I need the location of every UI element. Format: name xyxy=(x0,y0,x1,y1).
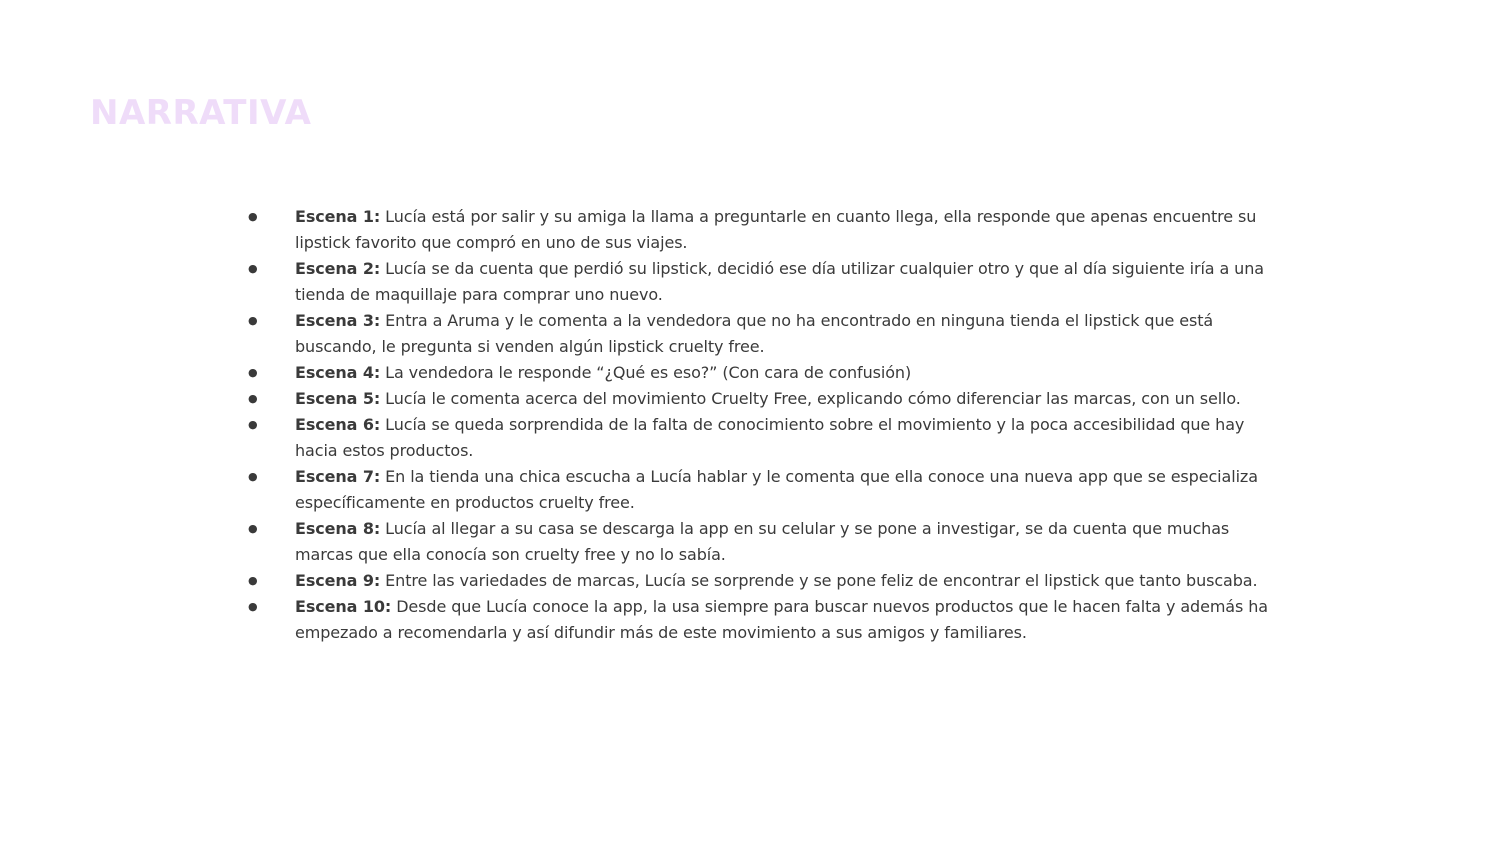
scene-label: Escena 8: xyxy=(295,519,381,538)
scene-text: Lucía le comenta acerca del movimiento Cruelty Free, explicando cómo diferenciar las marcas, con un sello. xyxy=(380,389,1241,408)
scene-item xyxy=(248,360,1288,386)
scene-item xyxy=(248,412,1288,464)
scene-text: Desde que Lucía conoce la app, la usa siempre para buscar nuevos productos que le hacen falta y además ha empezado a recomendarla y así difundir más de este movimiento a sus amigos y familiares. xyxy=(295,597,1268,642)
scene-text: La vendedora le responde “¿Qué es eso?” (Con cara de confusión) xyxy=(380,363,912,382)
bullet-icon: ● xyxy=(248,314,258,327)
scene-label: Escena 10: xyxy=(295,597,392,616)
scene-item xyxy=(248,204,1288,256)
scene-item xyxy=(248,568,1288,594)
scene-item xyxy=(248,464,1288,516)
scene-item xyxy=(248,594,1288,646)
scene-label: Escena 1: xyxy=(295,207,381,226)
bullet-icon: ● xyxy=(248,262,258,275)
slide-title: NARRATIVA xyxy=(90,93,312,133)
bullet-icon: ● xyxy=(248,522,258,535)
bullet-icon: ● xyxy=(248,366,258,379)
scene-list xyxy=(248,204,1288,646)
scene-text: Lucía se queda sorprendida de la falta de conocimiento sobre el movimiento y la poca accesibilidad que hay hacia estos productos. xyxy=(295,415,1245,460)
scene-item xyxy=(248,256,1288,308)
bullet-icon: ● xyxy=(248,600,258,613)
scene-text: Lucía está por salir y su amiga la llama a preguntarle en cuanto llega, ella responde que apenas encuentre su lipstick favorito que compró en uno de sus viajes. xyxy=(295,207,1257,252)
scene-item xyxy=(248,386,1288,412)
scene-item xyxy=(248,308,1288,360)
bullet-icon: ● xyxy=(248,210,258,223)
scene-label: Escena 5: xyxy=(295,389,381,408)
scene-label: Escena 9: xyxy=(295,571,381,590)
scene-item xyxy=(248,516,1288,568)
scene-label: Escena 7: xyxy=(295,467,381,486)
scene-label: Escena 4: xyxy=(295,363,381,382)
scene-text: Lucía al llegar a su casa se descarga la app en su celular y se pone a investigar, se da cuenta que muchas marcas que ella conocía son cruelty free y no lo sabía. xyxy=(295,519,1230,564)
bullet-icon: ● xyxy=(248,418,258,431)
scene-text: En la tienda una chica escucha a Lucía hablar y le comenta que ella conoce una nueva app que se especializa específicamente en productos cruelty free. xyxy=(295,467,1258,512)
scene-text: Lucía se da cuenta que perdió su lipstick, decidió ese día utilizar cualquier otro y que al día siguiente iría a una tienda de maquillaje para comprar uno nuevo. xyxy=(295,259,1264,304)
bullet-icon: ● xyxy=(248,392,258,405)
bullet-icon: ● xyxy=(248,574,258,587)
scene-label: Escena 6: xyxy=(295,415,381,434)
scene-text: Entre las variedades de marcas, Lucía se sorprende y se pone feliz de encontrar el lipstick que tanto buscaba. xyxy=(380,571,1258,590)
scene-text: Entra a Aruma y le comenta a la vendedora que no ha encontrado en ninguna tienda el lipstick que está buscando, le pregunta si venden algún lipstick cruelty free. xyxy=(295,311,1214,356)
scene-label: Escena 2: xyxy=(295,259,381,278)
bullet-icon: ● xyxy=(248,470,258,483)
scene-label: Escena 3: xyxy=(295,311,381,330)
